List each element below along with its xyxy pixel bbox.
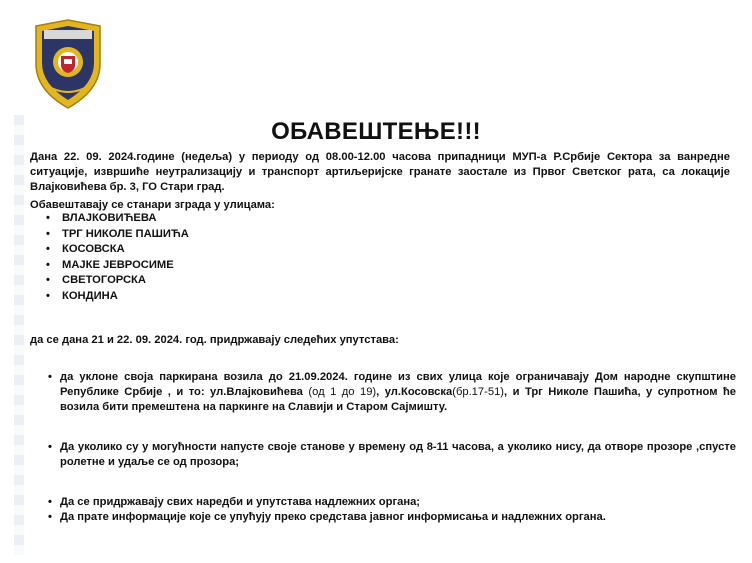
street-item: • СВЕТОГОРСКА	[44, 273, 189, 289]
street-item: • КОСОВСКА	[44, 242, 189, 258]
police-badge-logo	[30, 18, 106, 110]
instruction-orders: • Да се придржавају свих наредби и упутстава надлежних органа;	[46, 495, 736, 510]
street-item: • ВЛАЈКОВИЋЕВА	[44, 211, 189, 227]
instruction-vehicles-text-1: да уклоне своја паркирана возила до 21.09.2024. године из свих улица које ограничавају Дом народне скупштине Републике Србије , и то: ул.Влајковићева	[60, 371, 736, 398]
instructions-intro: да се дана 21 и 22. 09. 2024. год. придржавају следећих упутстава:	[30, 334, 399, 346]
notice-line: Обавештавају се станари зграда у улицама:	[30, 199, 275, 211]
instruction-vehicles	[46, 370, 736, 415]
instruction-vehicles-range-2: (бр.17-51)	[452, 386, 505, 398]
street-list	[44, 211, 189, 305]
page-title: ОБАВЕШТЕЊЕ!!!	[271, 118, 481, 145]
instruction-vehicles-text-3: , и Трг Николе Пашића, у супротном ће возила бити премештена на паркинге на Славији и Старом Сајмишту.	[60, 386, 737, 413]
instruction-vehicles-range-1: (од 1 до 19)	[308, 386, 377, 398]
street-item: • КОНДИНА	[44, 289, 189, 305]
instruction-apartments: • Да уколико су у могућности напусте своје станове у времену од 8-11 часова, а уколико нису, да отворе прозоре ,спусте ролетне и удаље се од прозора;	[46, 440, 736, 470]
instruction-vehicles-text-2: , ул.Косовска	[376, 386, 453, 398]
street-item: • ТРГ НИКОЛЕ ПАШИЋА	[44, 227, 189, 243]
instruction-list-3	[46, 495, 736, 525]
instruction-information: • Да прате информације које се упућују преко средстава јавног информисања и надлежних органа.	[46, 510, 736, 525]
street-item: • МАЈКЕ ЈЕВРОСИМЕ	[44, 258, 189, 274]
instruction-list-1	[46, 370, 736, 415]
intro-paragraph: Дана 22. 09. 2024.године (недеља) у периоду од 08.00-12.00 часова припадници МУП-а Р.Србије Сектора за ванредне ситуације, извршиће неутрализацију и транспорт артиљеријске гранате заостале из Првог Светског рата, са локације Влајковићева бр. 3, ГО Стари град.	[30, 151, 730, 193]
left-edge-watermark	[14, 115, 24, 555]
instruction-list-2	[46, 440, 736, 470]
